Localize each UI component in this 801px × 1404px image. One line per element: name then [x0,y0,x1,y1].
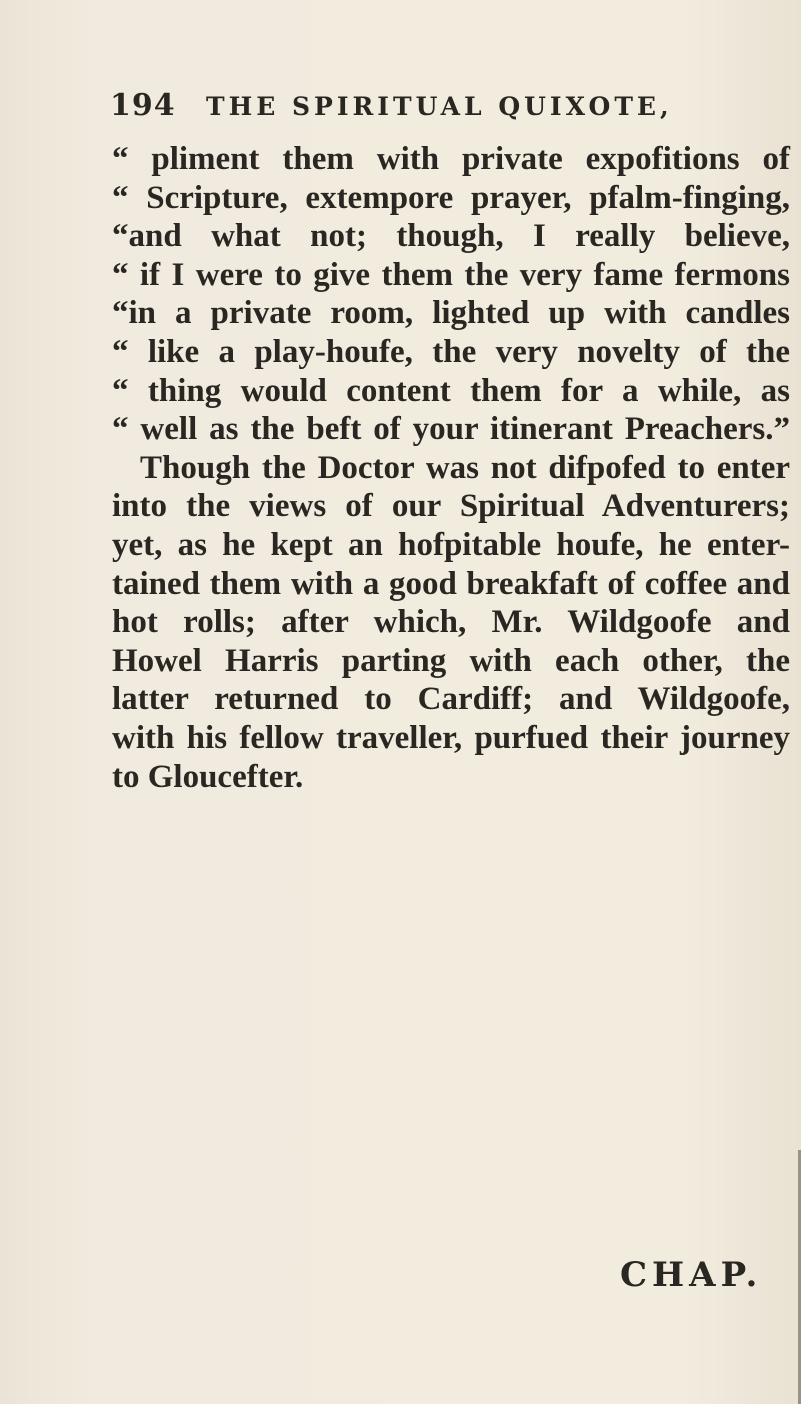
text-line: yet, as he kept an hofpitable houfe, he enter- [112,526,790,563]
text-line: “ thing would content them for a while, as [112,372,790,409]
text-line: “ Scripture, extempore prayer, pfalm-finging, [112,179,790,216]
page-number: 194 [110,88,176,123]
text-line: tained them with a good breakfaft of coffee and [112,565,790,602]
text-line: “ pliment them with private expofitions of [112,141,790,177]
text-line: Though the Doctor was not difpofed to enter [140,449,790,486]
text-line: “and what not; though, I really believe, [112,218,790,255]
text-line: latter returned to Cardiff; and Wildgoofe, [112,681,790,718]
text-line: “in a private room, lighted up with candles [112,295,790,332]
text-line: Howel Harris parting with each other, the [112,642,790,679]
catchword: CHAP. [620,1255,763,1295]
running-head: THE SPIRITUAL QUIXOTE, [206,92,673,121]
body-text [112,140,790,796]
text-line: “ if I were to give them the very fame fermons [112,256,790,293]
text-line: with his fellow traveller, purfued their journey [112,719,790,756]
text-line: hot rolls; after which, Mr. Wildgoofe and [112,604,790,641]
text-line: “ like a play-houfe, the very novelty of the [112,333,790,370]
text-line: “ well as the beft of your itinerant Preachers.” [112,411,790,448]
text-line: into the views of our Spiritual Adventurers; [112,488,790,525]
text-line: to Gloucefter. [112,758,304,795]
page-header [110,88,760,132]
